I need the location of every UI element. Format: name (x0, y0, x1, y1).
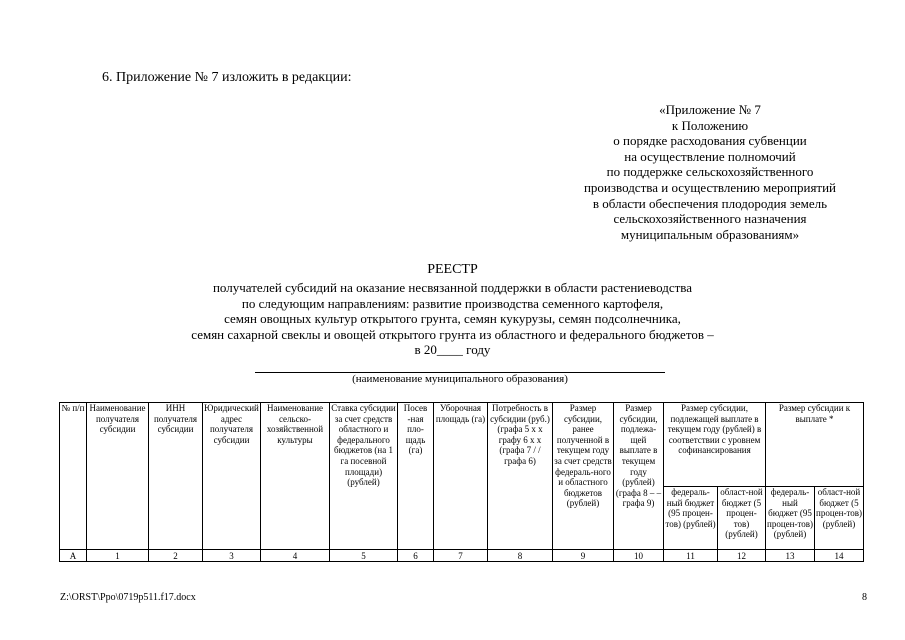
header-cell: ИНН получателя субсидии (149, 403, 203, 550)
annex-line: к Положению (671, 117, 749, 133)
annex-line: «Приложение № 7 (659, 102, 761, 117)
footer-page-number: 8 (862, 592, 867, 603)
header-cell: Уборочная площадь (га) (434, 403, 488, 550)
column-numbers-row (60, 550, 864, 562)
header-cell: Размер субсидии, подлежа-щей выплате в текущем году (рублей) (графа 8 – – графа 9) (614, 403, 664, 550)
table-header-row (60, 403, 864, 487)
column-number: 11 (664, 550, 718, 562)
header-cell: № п/п (60, 403, 87, 550)
header-cell: Потребность в субсидии (руб.) (графа 5 х х графу 6 х х (графа 7 / / графа 6) (488, 403, 553, 550)
header-group-cell: Размер субсидии, подлежащей выплате в текущем году (рублей) в соответствии с уровнем софинансирования (664, 403, 766, 487)
register-subtitle-line: семян овощных культур открытого грунта, семян кукурузы, семян подсолнечника, (224, 311, 681, 327)
subheader-cell: федераль-ный бюджет (95 процен-тов) (рублей) (766, 487, 815, 550)
column-number: 14 (815, 550, 864, 562)
column-number: 7 (434, 550, 488, 562)
register-subtitle-line: в 20____ году (414, 342, 491, 358)
header-cell: Посев -ная пло-щадь (га) (398, 403, 434, 550)
header-cell: Наименование сельско-хозяйственной культуры (261, 403, 330, 550)
register-subtitle (0, 280, 905, 358)
header-cell: Размер субсидии, ранее полученной в текущем году за счет средств федераль-ного и областного бюджетов (рублей) (553, 403, 614, 550)
column-number: 5 (330, 550, 398, 562)
column-number: 12 (718, 550, 766, 562)
column-number: 8 (488, 550, 553, 562)
annex-line: о порядке расходования субвенции (613, 133, 807, 149)
annex-line: производства и осуществлению мероприятий (583, 179, 837, 195)
column-number: 1 (87, 550, 149, 562)
register-subtitle-line: по следующим направлениям: развитие производства семенного картофеля, (241, 295, 664, 311)
footer-file-path: Z:\ORST\Ppo\0719p511.f17.docx (60, 592, 196, 603)
intro-paragraph: 6. Приложение № 7 изложить в редакции: (102, 70, 352, 85)
column-number: 10 (614, 550, 664, 562)
register-subtitle-line: получателей субсидий на оказание несвязанной поддержки в области растениеводства (212, 280, 693, 295)
header-cell: Наименование получателя субсидии (87, 403, 149, 550)
annex-line: по поддержке сельскохозяйственного (606, 164, 814, 180)
annex-header (540, 102, 880, 242)
header-cell: Юридический адрес получателя субсидии (203, 403, 261, 550)
register-table (59, 402, 864, 562)
register-subtitle-line: семян сахарной свеклы и овощей открытого грунта из областного и федерального бюджетов – (191, 326, 714, 342)
column-number: 9 (553, 550, 614, 562)
subheader-cell: федераль-ный бюджет (95 процен-тов) (рублей) (664, 487, 718, 550)
header-cell: Ставка субсидии за счет средств областного и федерального бюджетов (на 1 га посевной площади) (рублей) (330, 403, 398, 550)
register-title: РЕЕСТР (427, 262, 478, 277)
annex-line: на осуществление полномочий (624, 148, 796, 164)
municipality-caption: (наименование муниципального образования) (352, 373, 568, 385)
annex-line: сельскохозяйственного назначения (613, 211, 807, 227)
column-number: 13 (766, 550, 815, 562)
column-number: А (60, 550, 87, 562)
annex-line: в области обеспечения плодородия земель (592, 195, 828, 211)
column-number: 4 (261, 550, 330, 562)
column-number: 6 (398, 550, 434, 562)
subheader-cell: област-ной бюджет (5 процен-тов) (рублей) (718, 487, 766, 550)
header-group-cell: Размер субсидии к выплате * (766, 403, 864, 487)
annex-line: муниципальным образованиям» (620, 226, 800, 242)
column-number: 3 (203, 550, 261, 562)
column-number: 2 (149, 550, 203, 562)
subheader-cell: област-ной бюджет (5 процен-тов) (рублей) (815, 487, 864, 550)
